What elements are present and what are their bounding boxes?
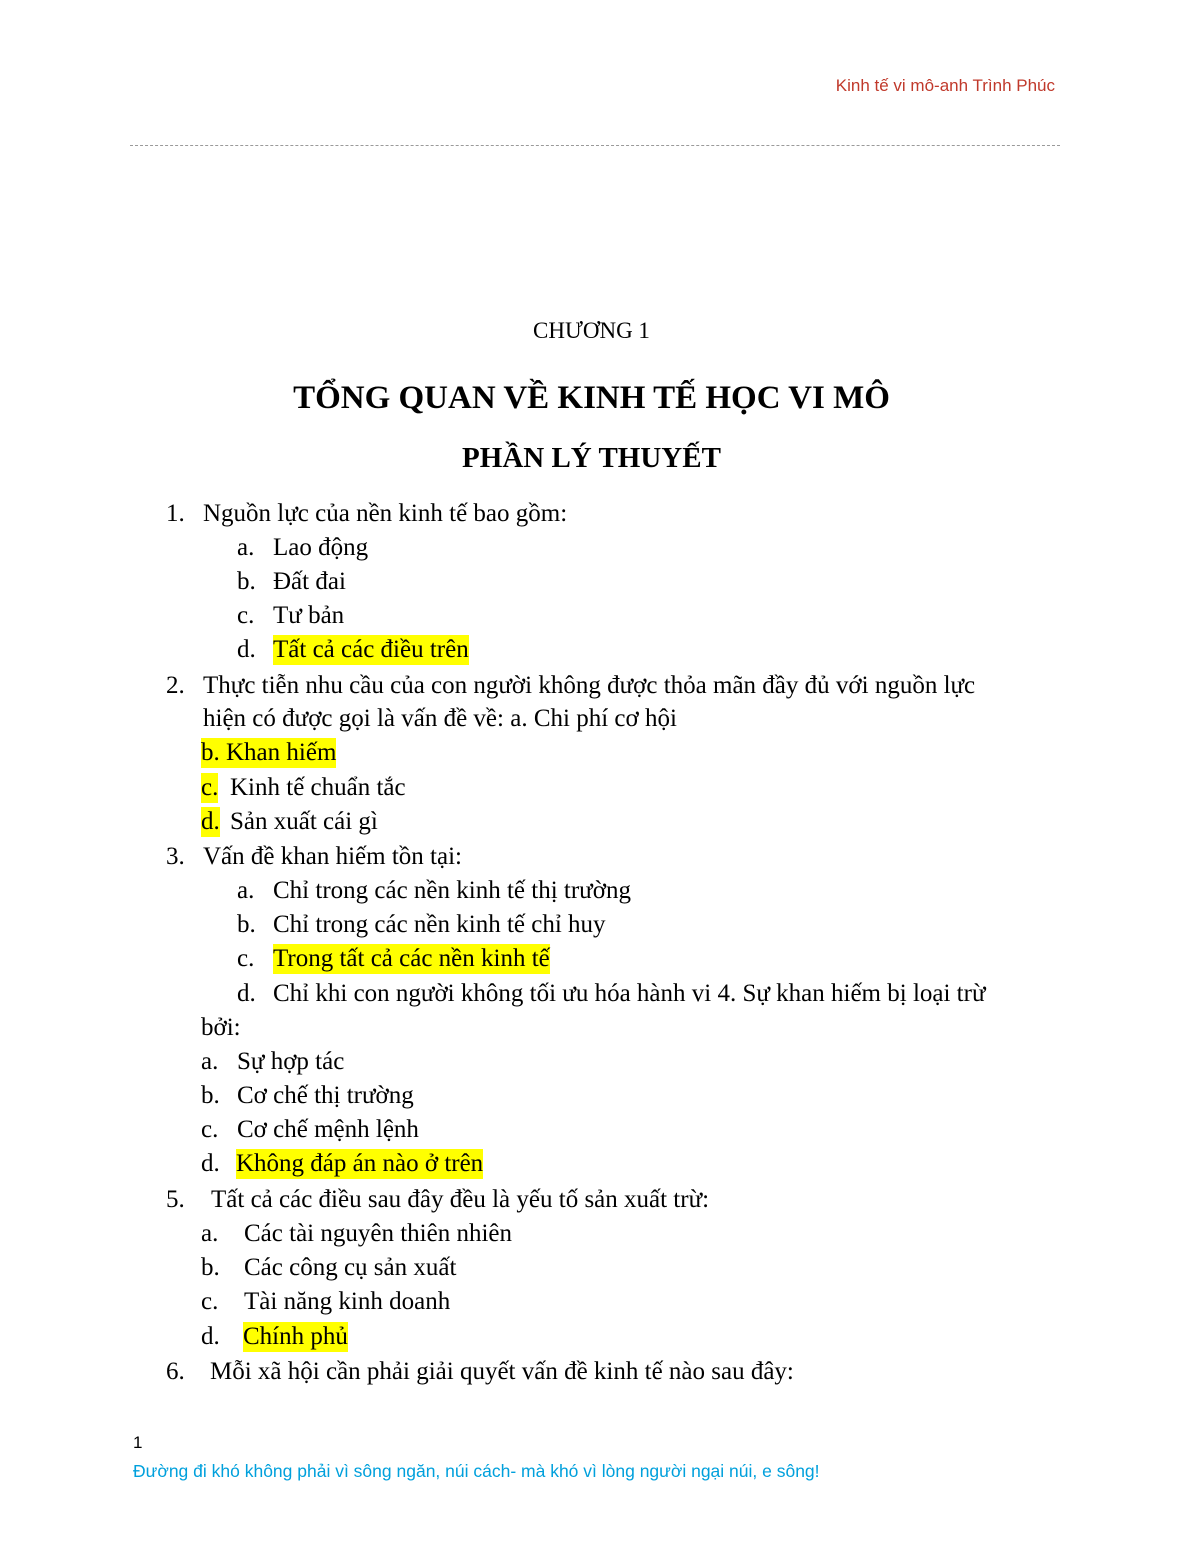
- option-text: Cơ chế thị trường: [237, 1082, 414, 1109]
- option-text: Chỉ trong các nền kinh tế thị trường: [273, 877, 631, 904]
- question-text: Tất cả các điều sau đây đều là yếu tố sản xuất trừ:: [211, 1186, 710, 1213]
- option-text: Các tài nguyên thiên nhiên: [244, 1220, 512, 1247]
- option-marker: d.: [237, 636, 256, 663]
- question-number: 5.: [166, 1186, 185, 1213]
- highlighted-answer: Không đáp án nào ở trên: [236, 1150, 484, 1177]
- option-text: Đất đai: [273, 568, 346, 595]
- question-text-continued: hiện có được gọi là vấn đề về: a. Chi phí cơ hội: [203, 705, 677, 732]
- question-number: 2.: [166, 672, 185, 699]
- highlighted-answer: Tất cả các điều trên: [273, 636, 469, 663]
- option-marker: a.: [201, 1048, 219, 1075]
- option-marker: c.: [237, 945, 255, 972]
- section-title: PHẦN LÝ THUYẾT: [462, 442, 721, 474]
- question-text-continued: bởi:: [201, 1014, 241, 1041]
- question-text: Thực tiễn nhu cầu của con người không được thỏa mãn đầy đủ với nguồn lực: [203, 672, 976, 699]
- option-marker: b.: [237, 911, 256, 938]
- question-text: Nguồn lực của nền kinh tế bao gồm:: [203, 500, 568, 527]
- page-number: 1: [133, 1433, 143, 1452]
- page-title: TỔNG QUAN VỀ KINH TẾ HỌC VI MÔ: [293, 380, 890, 416]
- option-text: Kinh tế chuẩn tắc: [230, 774, 406, 801]
- running-header: Kinh tế vi mô-anh Trình Phúc: [835, 76, 1055, 95]
- option-marker: d.: [201, 1150, 220, 1177]
- question-text: Mỗi xã hội cần phải giải quyết vấn đề kinh tế nào sau đây:: [210, 1358, 794, 1385]
- footer-quote: Đường đi khó không phải vì sông ngăn, núi cách- mà khó vì lòng người ngại núi, e sông!: [133, 1461, 820, 1481]
- chapter-label: CHƯƠNG 1: [533, 318, 650, 343]
- option-marker: d.: [237, 980, 256, 1007]
- question-text: Vấn đề khan hiếm tồn tại:: [203, 843, 462, 870]
- option-text: Tư bản: [273, 602, 345, 629]
- option-marker: c.: [237, 602, 255, 629]
- option-text: Tài năng kinh doanh: [244, 1288, 451, 1315]
- header-divider: [130, 145, 1060, 146]
- option-marker: b.: [201, 1254, 220, 1281]
- option-marker: b.: [201, 1082, 220, 1109]
- option-text: Chỉ trong các nền kinh tế chỉ huy: [273, 911, 606, 938]
- question-number: 6.: [166, 1358, 185, 1385]
- option-text: Các công cụ sản xuất: [244, 1254, 457, 1281]
- option-text: Sự hợp tác: [237, 1048, 345, 1075]
- highlighted-answer: b. Khan hiếm: [201, 739, 337, 766]
- option-marker: c.: [201, 1116, 219, 1143]
- option-marker: a.: [201, 1220, 219, 1247]
- option-text: Cơ chế mệnh lệnh: [237, 1116, 419, 1143]
- option-text: Lao động: [273, 534, 369, 561]
- highlighted-answer: Trong tất cả các nền kinh tế: [273, 945, 550, 972]
- question-number: 3.: [166, 843, 185, 870]
- option-marker: c.: [201, 774, 219, 801]
- option-marker: b.: [237, 568, 256, 595]
- option-marker: a.: [237, 534, 255, 561]
- option-marker: a.: [237, 877, 255, 904]
- option-marker: d.: [201, 808, 220, 835]
- option-text: Chỉ khi con người không tối ưu hóa hành vi 4. Sự khan hiếm bị loại trừ: [273, 980, 986, 1007]
- question-number: 1.: [166, 500, 185, 527]
- option-marker: d.: [201, 1323, 220, 1350]
- option-marker: c.: [201, 1288, 219, 1315]
- option-text: Sản xuất cái gì: [230, 808, 378, 835]
- highlighted-answer: Chính phủ: [243, 1323, 348, 1350]
